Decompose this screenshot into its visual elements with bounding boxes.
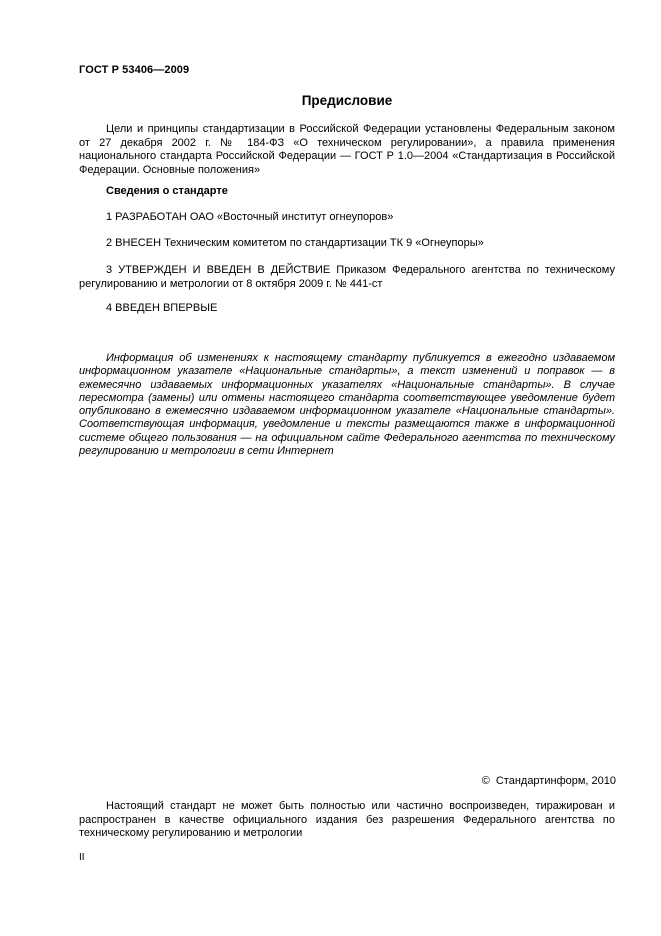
intro-paragraph: Цели и принципы стандартизации в Российской Федерации установлены Федеральным законом от 27 декабря 2002 г. № 184-ФЗ «О техническом регулировании», а правила применения национального стандарта Российской Федерации — ГОСТ Р 1.0—2004 «Стандартизация в Российской Федерации. Основные положения» (79, 123, 615, 176)
page-title: Предисловие (301, 93, 393, 108)
standard-info-item-first-edition: 4 ВВЕДЕН ВПЕРВЫЕ (106, 302, 218, 314)
standard-info-item-developed: 1 РАЗРАБОТАН ОАО «Восточный институт огнеупоров» (106, 211, 394, 223)
copyright-symbol: © (481, 775, 490, 787)
reproduction-notice: Настоящий стандарт не может быть полностью или частично воспроизведен, тиражирован и распространен в качестве официального издания без разрешения Федерального агентства по техническому регулированию и метрологии (79, 800, 615, 840)
standard-info-item-submitted: 2 ВНЕСЕН Техническим комитетом по стандартизации ТК 9 «Огнеупоры» (106, 237, 484, 249)
standard-info-heading: Сведения о стандарте (106, 185, 228, 197)
copyright-holder: Стандартинформ, 2010 (495, 775, 616, 787)
amendments-info-paragraph: Информация об изменениях к настоящему стандарту публикуется в ежегодно издаваемом информационном указателе «Национальные стандарты», а текст изменений и поправок — в ежемесячно издаваемых информационных указателях «Национальные стандарты». В случае пересмотра (замены) или отмены настоящего стандарта соответствующее уведомление будет опубликовано в ежемесячно издаваемом информационном указателе «Национальные стандарты». Соответствующая информация, уведомление и тексты размещаются также в информационной системе общего пользования — на официальном сайте Федерального агентства по техническому регулированию и метрологии в сети Интернет (79, 352, 615, 458)
standard-info-item-approved: 3 УТВЕРЖДЕН И ВВЕДЕН В ДЕЙСТВИЕ Приказом Федерального агентства по техническому регулированию и метрологии от 8 октября 2009 г. № 441-ст (79, 264, 615, 290)
document-code-header: ГОСТ Р 53406—2009 (79, 64, 190, 76)
copyright-line (482, 775, 616, 787)
page-number: II (79, 852, 85, 863)
